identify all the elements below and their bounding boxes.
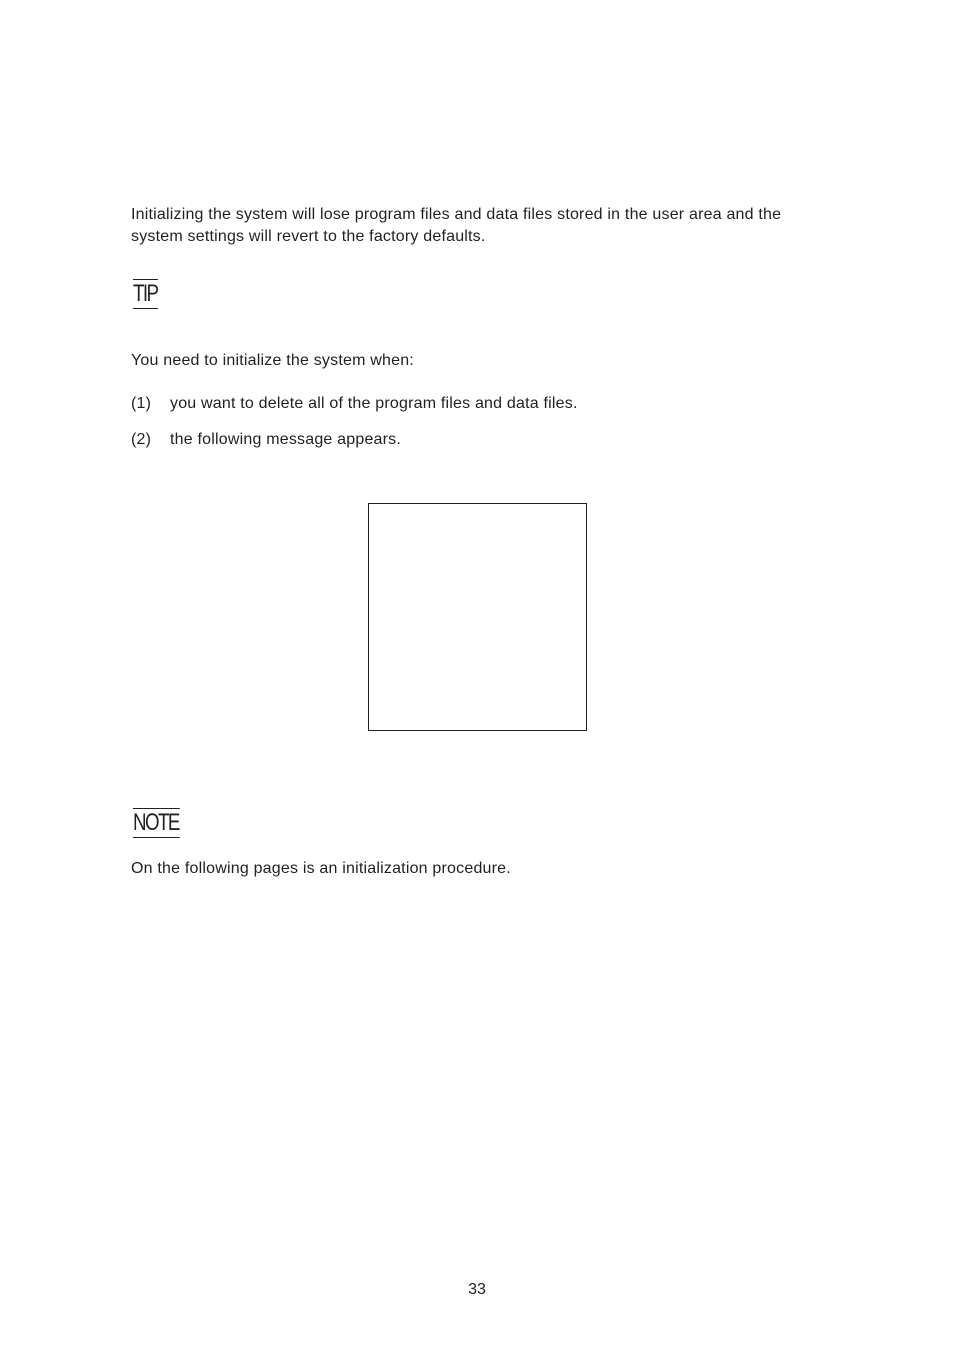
- outro-paragraph: On the following pages is an initialization procedure.: [131, 860, 511, 877]
- note-icon: NOTE: [133, 809, 179, 836]
- lead-paragraph: You need to initialize the system when:: [131, 352, 414, 369]
- list-item: [131, 429, 831, 451]
- list-item-number: (2): [131, 431, 152, 448]
- intro-paragraph: Initializing the system will lose program files and data files stored in the user area and the system settings will revert to the factory defaults.: [131, 206, 782, 245]
- list-item: [131, 393, 831, 415]
- list-item-text: you want to delete all of the program files and data files.: [170, 395, 578, 412]
- message-display-box: [368, 503, 587, 731]
- list-item-text: the following message appears.: [170, 431, 402, 448]
- list-item-number: (1): [131, 395, 152, 412]
- tip-icon: TIP: [133, 280, 158, 307]
- page-number: 33: [468, 1281, 486, 1298]
